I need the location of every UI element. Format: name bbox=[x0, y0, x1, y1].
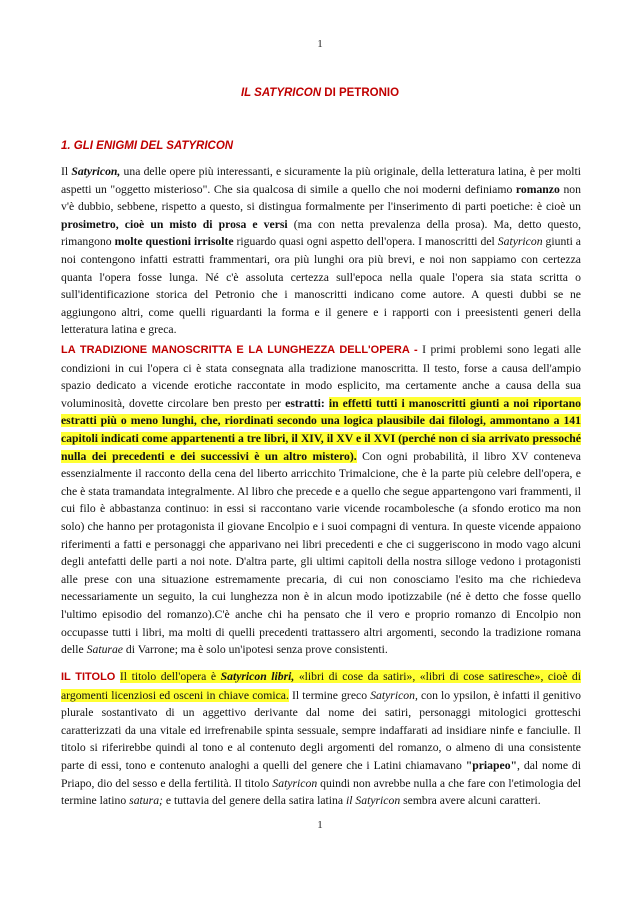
text-run: sembra avere alcuni caratteri. bbox=[400, 794, 541, 808]
text-run: quindi non avrebbe nulla a che fare con l'etimologia del termine latino bbox=[61, 776, 581, 808]
text-run: Il bbox=[61, 165, 72, 178]
paragraph-titolo bbox=[61, 668, 581, 810]
text-run: non v'è dubbio, sebbene, rispetto a questo, si distingua formalmente per l'inserimento di parti poetiche: è cioè un bbox=[61, 182, 581, 214]
page-number-top: 1 bbox=[317, 38, 323, 50]
highlighted-text: «libri di cose da satiri», «libri di cose satiresche», cioè di argomenti licenziosi ed osceni in chiave comica. bbox=[61, 670, 581, 702]
text-run-italic: Saturae bbox=[86, 643, 123, 657]
text-run: riguardo quasi ogni aspetto dell'opera. I manoscritti del bbox=[233, 235, 498, 249]
title-rest: DI PETRONIO bbox=[321, 87, 400, 99]
paragraph-tradizione bbox=[61, 341, 581, 659]
text-run: una delle opere più interessanti, e sicuramente la più originale, della letteratura latina, è per molti aspetti un "oggetto misterioso". Che sia qualcosa di simile a quello che noi moderni definiamo bbox=[61, 165, 582, 196]
text-run: Con ogni probabilità, il libro XV conteneva essenzialmente il racconto della cena del liberto arricchito Trimalcione, che è la parte più celebre dell'opera, e che è stata tramandata integralmente. Al libro che precede e a quello che segue appartengono vari frammenti, il cui filo è abbastanza continuo: in essi si raccontano varie vicende rocambolesche (a sfondo erotico ma non solo) che hanno per protagonista il giovane Encolpio e i suoi compagni di ventura. In queste vicende appaiono riferimenti a fatti e personaggi che apparivano nei libri precedenti e che ci suggeriscono in modo vago alcuni degli antefatti delle parti a noi note. D'altra parte, gli ultimi capitoli della nostra silloge vedono i protagonisti alle prese con una situazione estremamente precaria, di cui non conosciamo l'esito ma che richiedeva necessariamente un seguito, la cui lunghezza non è in alcun modo ipotizzabile (né è detto che fosse quello l'ultimo episodio del romanzo).C'è anche chi ha pensato che il vero e proprio romanzo di Encolpio non occupasse tutti i libri, ma molti di quelli precedenti trattassero altri argomenti, secondo la tradizione romana delle bbox=[61, 449, 581, 657]
section-heading-enigmi: 1. GLI ENIGMI DEL SATYRICON bbox=[61, 140, 234, 152]
highlighted-text: Il titolo dell'opera è bbox=[119, 670, 221, 683]
text-run: giunti a noi contengono infatti estratti frammentari, ora più lunghi ora più brevi, e noi non sappiamo con certezza quanta l'opera fosse lunga. Né c'è assoluta certezza sull'epoca nella quale l'opera sia stata scritta o sull'identificazione storica del Petronio che i manoscritti indicano come autore. A questi dubbi se ne aggiungono altri, come quelli riguardanti la forma e il genere e i rapporti con i preesistenti generi della letteratura latina e greca. bbox=[61, 235, 581, 337]
document-title bbox=[0, 87, 640, 99]
title-italic: IL SATYRICON bbox=[240, 87, 322, 99]
text-run: Il termine greco bbox=[288, 688, 371, 702]
section-heading-titolo: IL TITOLO bbox=[61, 671, 116, 683]
text-run-italic: Satyricon bbox=[497, 235, 543, 249]
text-run-italic: il Satyricon bbox=[345, 794, 401, 808]
highlighted-text: in effetti tutti i manoscritti giunti a noi riportano estratti più o meno lunghi, che, riordinati secondo una logica plausibile dai filologi, ammontano a 141 capitoli indicati come appartenenti a tre libri, il XIV, il XV e il XVI (perché non ci sia arrivato pressoché nulla dei precedenti e dei successivi è un altro mistero). bbox=[61, 396, 581, 463]
text-run: , dal nome di Priapo, dio del sesso e della fertilità. Il titolo bbox=[61, 758, 581, 790]
section-heading-tradizione: LA TRADIZIONE MANOSCRITTA E LA LUNGHEZZA DELL'OPERA - bbox=[61, 344, 418, 356]
text-run-italic: satura; bbox=[129, 794, 163, 808]
text-run: con lo ypsilon, è infatti il genitivo plurale sostantivato di un aggettivo derivante dal nome dei satiri, personaggi mitologici grotteschi caratterizzati da una vitale ed irrefrenabile spinta sessuale, sempre indaffarati ad insidiare ninfe e fanciulle. Il titolo si riferirebbe quindi al tono e al contenuto degli argomenti del romanzo, o almeno di una consistente parte di essi, tono e contenuto analoghi a quelli del genere che i Latini chiamavano bbox=[61, 688, 582, 772]
text-run-bold-italic: Satyricon, bbox=[71, 165, 121, 178]
highlighted-text-bold-italic: Satyricon libri, bbox=[220, 670, 295, 683]
text-run-bold: prosimetro, cioè un misto di prosa e versi bbox=[61, 217, 288, 231]
text-run-bold: molte questioni irrisolte bbox=[114, 235, 234, 249]
text-run-bold: "priapeo" bbox=[465, 758, 518, 772]
text-run: (ma con netta prevalenza della prosa). Ma, detto questo, rimangono bbox=[61, 217, 581, 249]
text-run: e tuttavia del genere della satira latina bbox=[162, 794, 346, 808]
paragraph-enigmi bbox=[61, 163, 581, 339]
text-run-italic: Satyricon, bbox=[370, 688, 418, 702]
text-run: I primi problemi sono legati alle condizioni in cui l'opera ci è stata consegnata alla tradizione manoscritta. Il testo, forse a causa dell'ampio spazio dedicato a vicende erotiche raccontate in modo esplicito, ma certamente anche a causa della sua voluminosità, dovette circolare ben presto per bbox=[61, 343, 581, 410]
text-run: di Varrone; ma è solo un'ipotesi senza prove consistenti. bbox=[123, 643, 388, 657]
text-run-bold: romanzo bbox=[515, 182, 560, 196]
text-run-bold: estratti: bbox=[285, 396, 325, 410]
text-run-italic: Satyricon bbox=[272, 776, 318, 790]
page-number-bottom: 1 bbox=[317, 819, 323, 831]
